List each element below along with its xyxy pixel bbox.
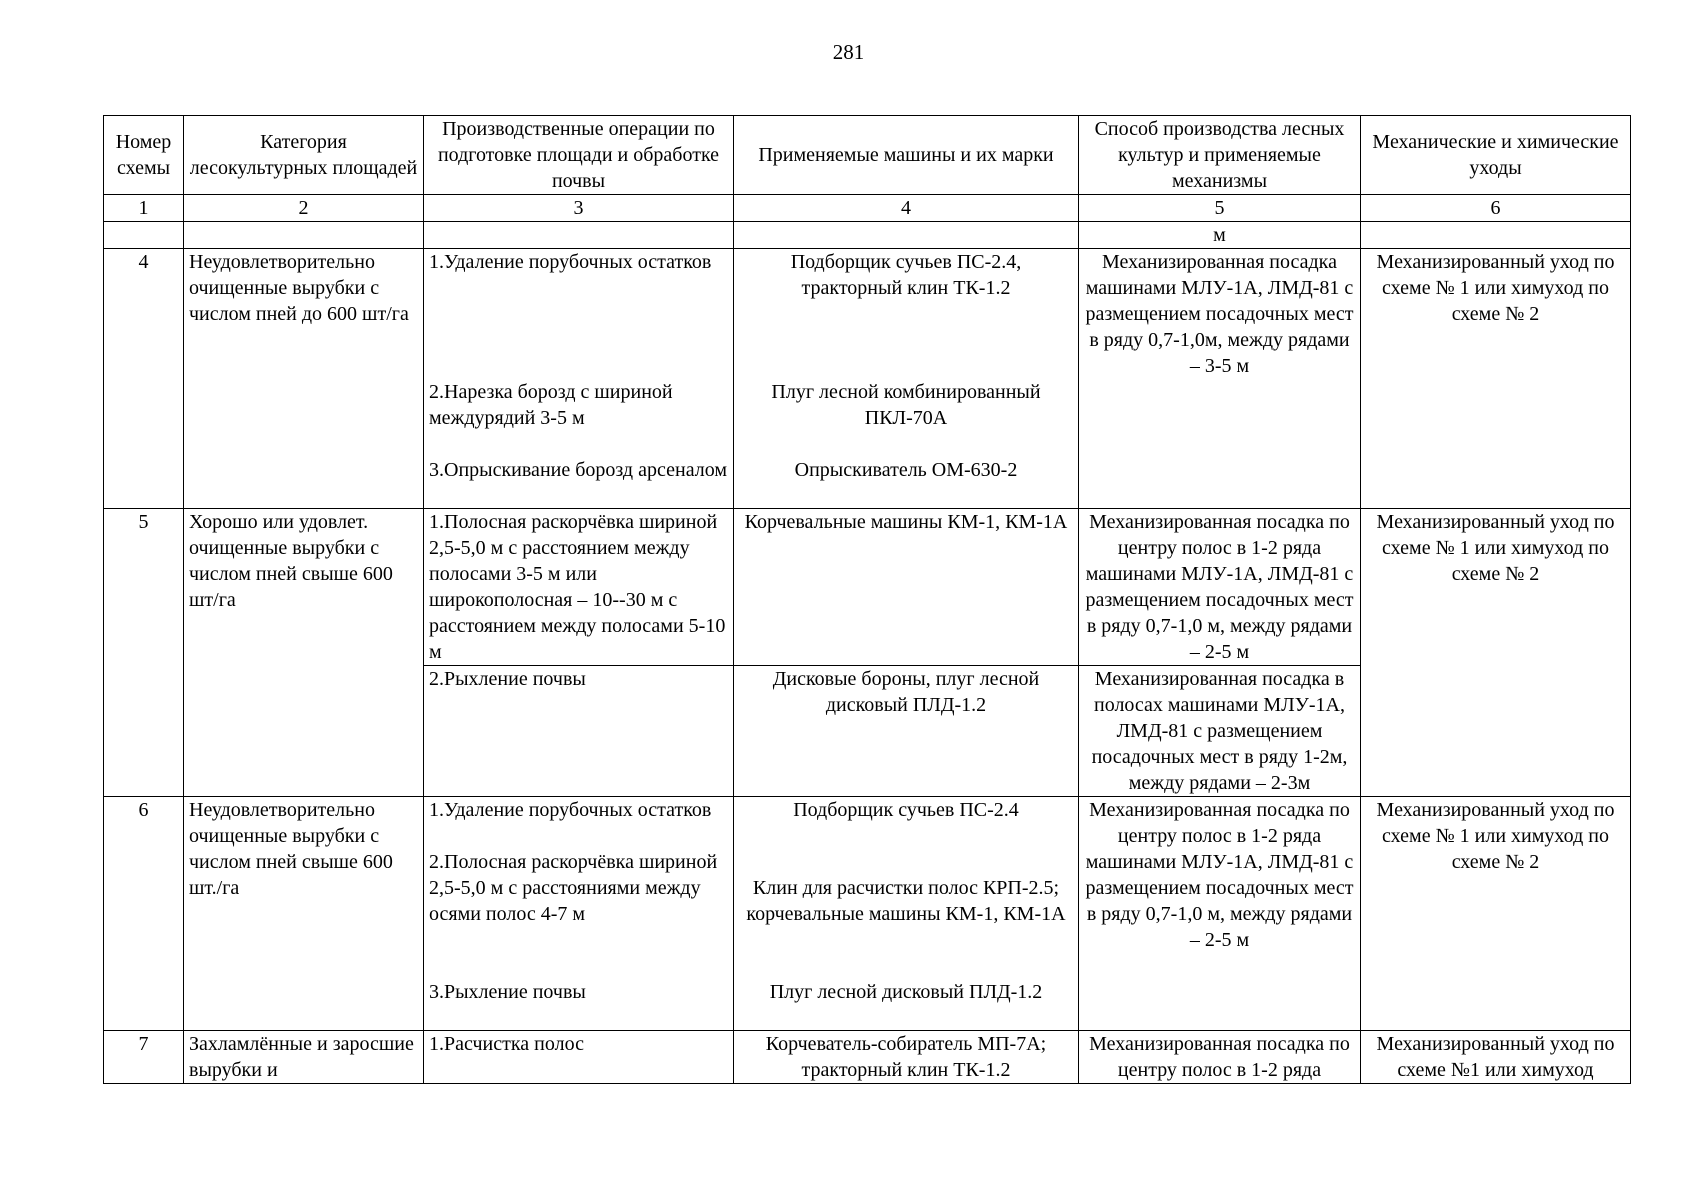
scheme-number: 4	[104, 249, 184, 509]
scheme-number: 5	[104, 509, 184, 797]
care-method: Механизированный уход по схеме № 1 или химуход по схеме № 2	[1361, 797, 1631, 1031]
header-area-category: Категория лесокультурных площадей	[184, 116, 424, 195]
forestry-schemes-table	[103, 115, 1631, 1084]
machine-item: Дисковые бороны, плуг лесной дисковый ПЛД-1.2	[734, 666, 1079, 797]
area-category: Захламлённые и заросшие вырубки и	[184, 1031, 424, 1084]
column-number: 3	[424, 195, 734, 222]
table-row	[104, 249, 1631, 509]
operations-cell	[424, 249, 734, 509]
column-number: 6	[1361, 195, 1631, 222]
operation-item: 3.Рыхление почвы	[429, 981, 586, 1003]
operation-item: 3.Опрыскивание борозд арсеналом	[429, 459, 727, 481]
scheme-number: 7	[104, 1031, 184, 1084]
production-method: Механизированная посадка в полосах машинами МЛУ-1А, ЛМД-81 с размещением посадочных мест в ряду 1-2м, между рядами – 2-3м	[1079, 666, 1361, 797]
machine-item: Клин для расчистки полос КРП-2.5; корчевальные машины КМ-1, КМ-1А	[746, 877, 1066, 925]
operation-item: 2.Нарезка борозд с шириной междурядий 3-5 м	[429, 381, 673, 429]
column-number: 1	[104, 195, 184, 222]
production-method: Механизированная посадка по центру полос в 1-2 ряда	[1079, 1031, 1361, 1084]
continuation-cell: м	[1079, 222, 1361, 249]
continuation-row	[104, 222, 1631, 249]
production-method: Механизированная посадка по центру полос в 1-2 ряда машинами МЛУ-1А, ЛМД-81 с размещением посадочных мест в ряду 0,7-1,0 м, между рядами – 2-5 м	[1079, 797, 1361, 1031]
operation-item: 1.Удаление порубочных остатков	[429, 251, 712, 273]
header-scheme-number: Номер схемы	[104, 116, 184, 195]
area-category: Неудовлетворительно очищенные вырубки с числом пней до 600 шт/га	[184, 249, 424, 509]
operation-item: 1.Удаление порубочных остатков	[429, 799, 712, 821]
care-method: Механизированный уход по схеме № 1 или химуход по схеме № 2	[1361, 249, 1631, 509]
operation-item: 1.Полосная раскорчёвка шириной 2,5-5,0 м с расстоянием между полосами 3-5 м или широкополосная – 10--30 м с расстоянием между полосами 5-10 м	[424, 509, 734, 666]
table-row	[104, 797, 1631, 1031]
production-method: Механизированная посадка машинами МЛУ-1А, ЛМД-81 с размещением посадочных мест в ряду 0,7-1,0м, между рядами – 3-5 м	[1079, 249, 1361, 509]
machine-item: Подборщик сучьев ПС-2.4, тракторный клин ТК-1.2	[790, 251, 1022, 299]
care-method: Механизированный уход по схеме №1 или химуход	[1361, 1031, 1631, 1084]
column-number: 5	[1079, 195, 1361, 222]
operation-item: 2.Рыхление почвы	[424, 666, 734, 797]
header-production-method: Способ производства лесных культур и применяемые механизмы	[1079, 116, 1361, 195]
header-care: Механические и химические уходы	[1361, 116, 1631, 195]
operations-cell	[424, 797, 734, 1031]
machine-item: Корчеватель-собиратель МП-7А; тракторный клин ТК-1.2	[734, 1031, 1079, 1084]
machine-item: Плуг лесной дисковый ПЛД-1.2	[769, 981, 1043, 1003]
machines-cell	[734, 797, 1079, 1031]
header-machines: Применяемые машины и их марки	[734, 116, 1079, 195]
page-number: 281	[832, 40, 865, 64]
machine-item: Плуг лесной комбинированный ПКЛ-70А	[771, 381, 1041, 429]
scheme-number: 6	[104, 797, 184, 1031]
column-number: 4	[734, 195, 1079, 222]
header-row	[104, 116, 1631, 195]
header-operations: Производственные операции по подготовке площади и обработке почвы	[424, 116, 734, 195]
machines-cell	[734, 249, 1079, 509]
operation-item: 1.Расчистка полос	[424, 1031, 734, 1084]
table-row	[104, 1031, 1631, 1084]
machine-item: Подборщик сучьев ПС-2.4	[793, 799, 1019, 821]
operation-item: 2.Полосная раскорчёвка шириной 2,5-5,0 м с расстояниями между осями полос 4-7 м	[429, 851, 718, 925]
machine-item: Опрыскиватель ОМ-630-2	[794, 459, 1018, 481]
care-method: Механизированный уход по схеме № 1 или химуход по схеме № 2	[1361, 509, 1631, 797]
column-number-row	[104, 195, 1631, 222]
column-number: 2	[184, 195, 424, 222]
production-method: Механизированная посадка по центру полос в 1-2 ряда машинами МЛУ-1А, ЛМД-81 с размещением посадочных мест в ряду 0,7-1,0 м, между рядами – 2-5 м	[1079, 509, 1361, 666]
area-category: Хорошо или удовлет. очищенные вырубки с числом пней свыше 600 шт/га	[184, 509, 424, 797]
area-category: Неудовлетворительно очищенные вырубки с числом пней свыше 600 шт./га	[184, 797, 424, 1031]
table-row	[104, 509, 1631, 666]
machine-item: Корчевальные машины КМ-1, КМ-1А	[734, 509, 1079, 666]
